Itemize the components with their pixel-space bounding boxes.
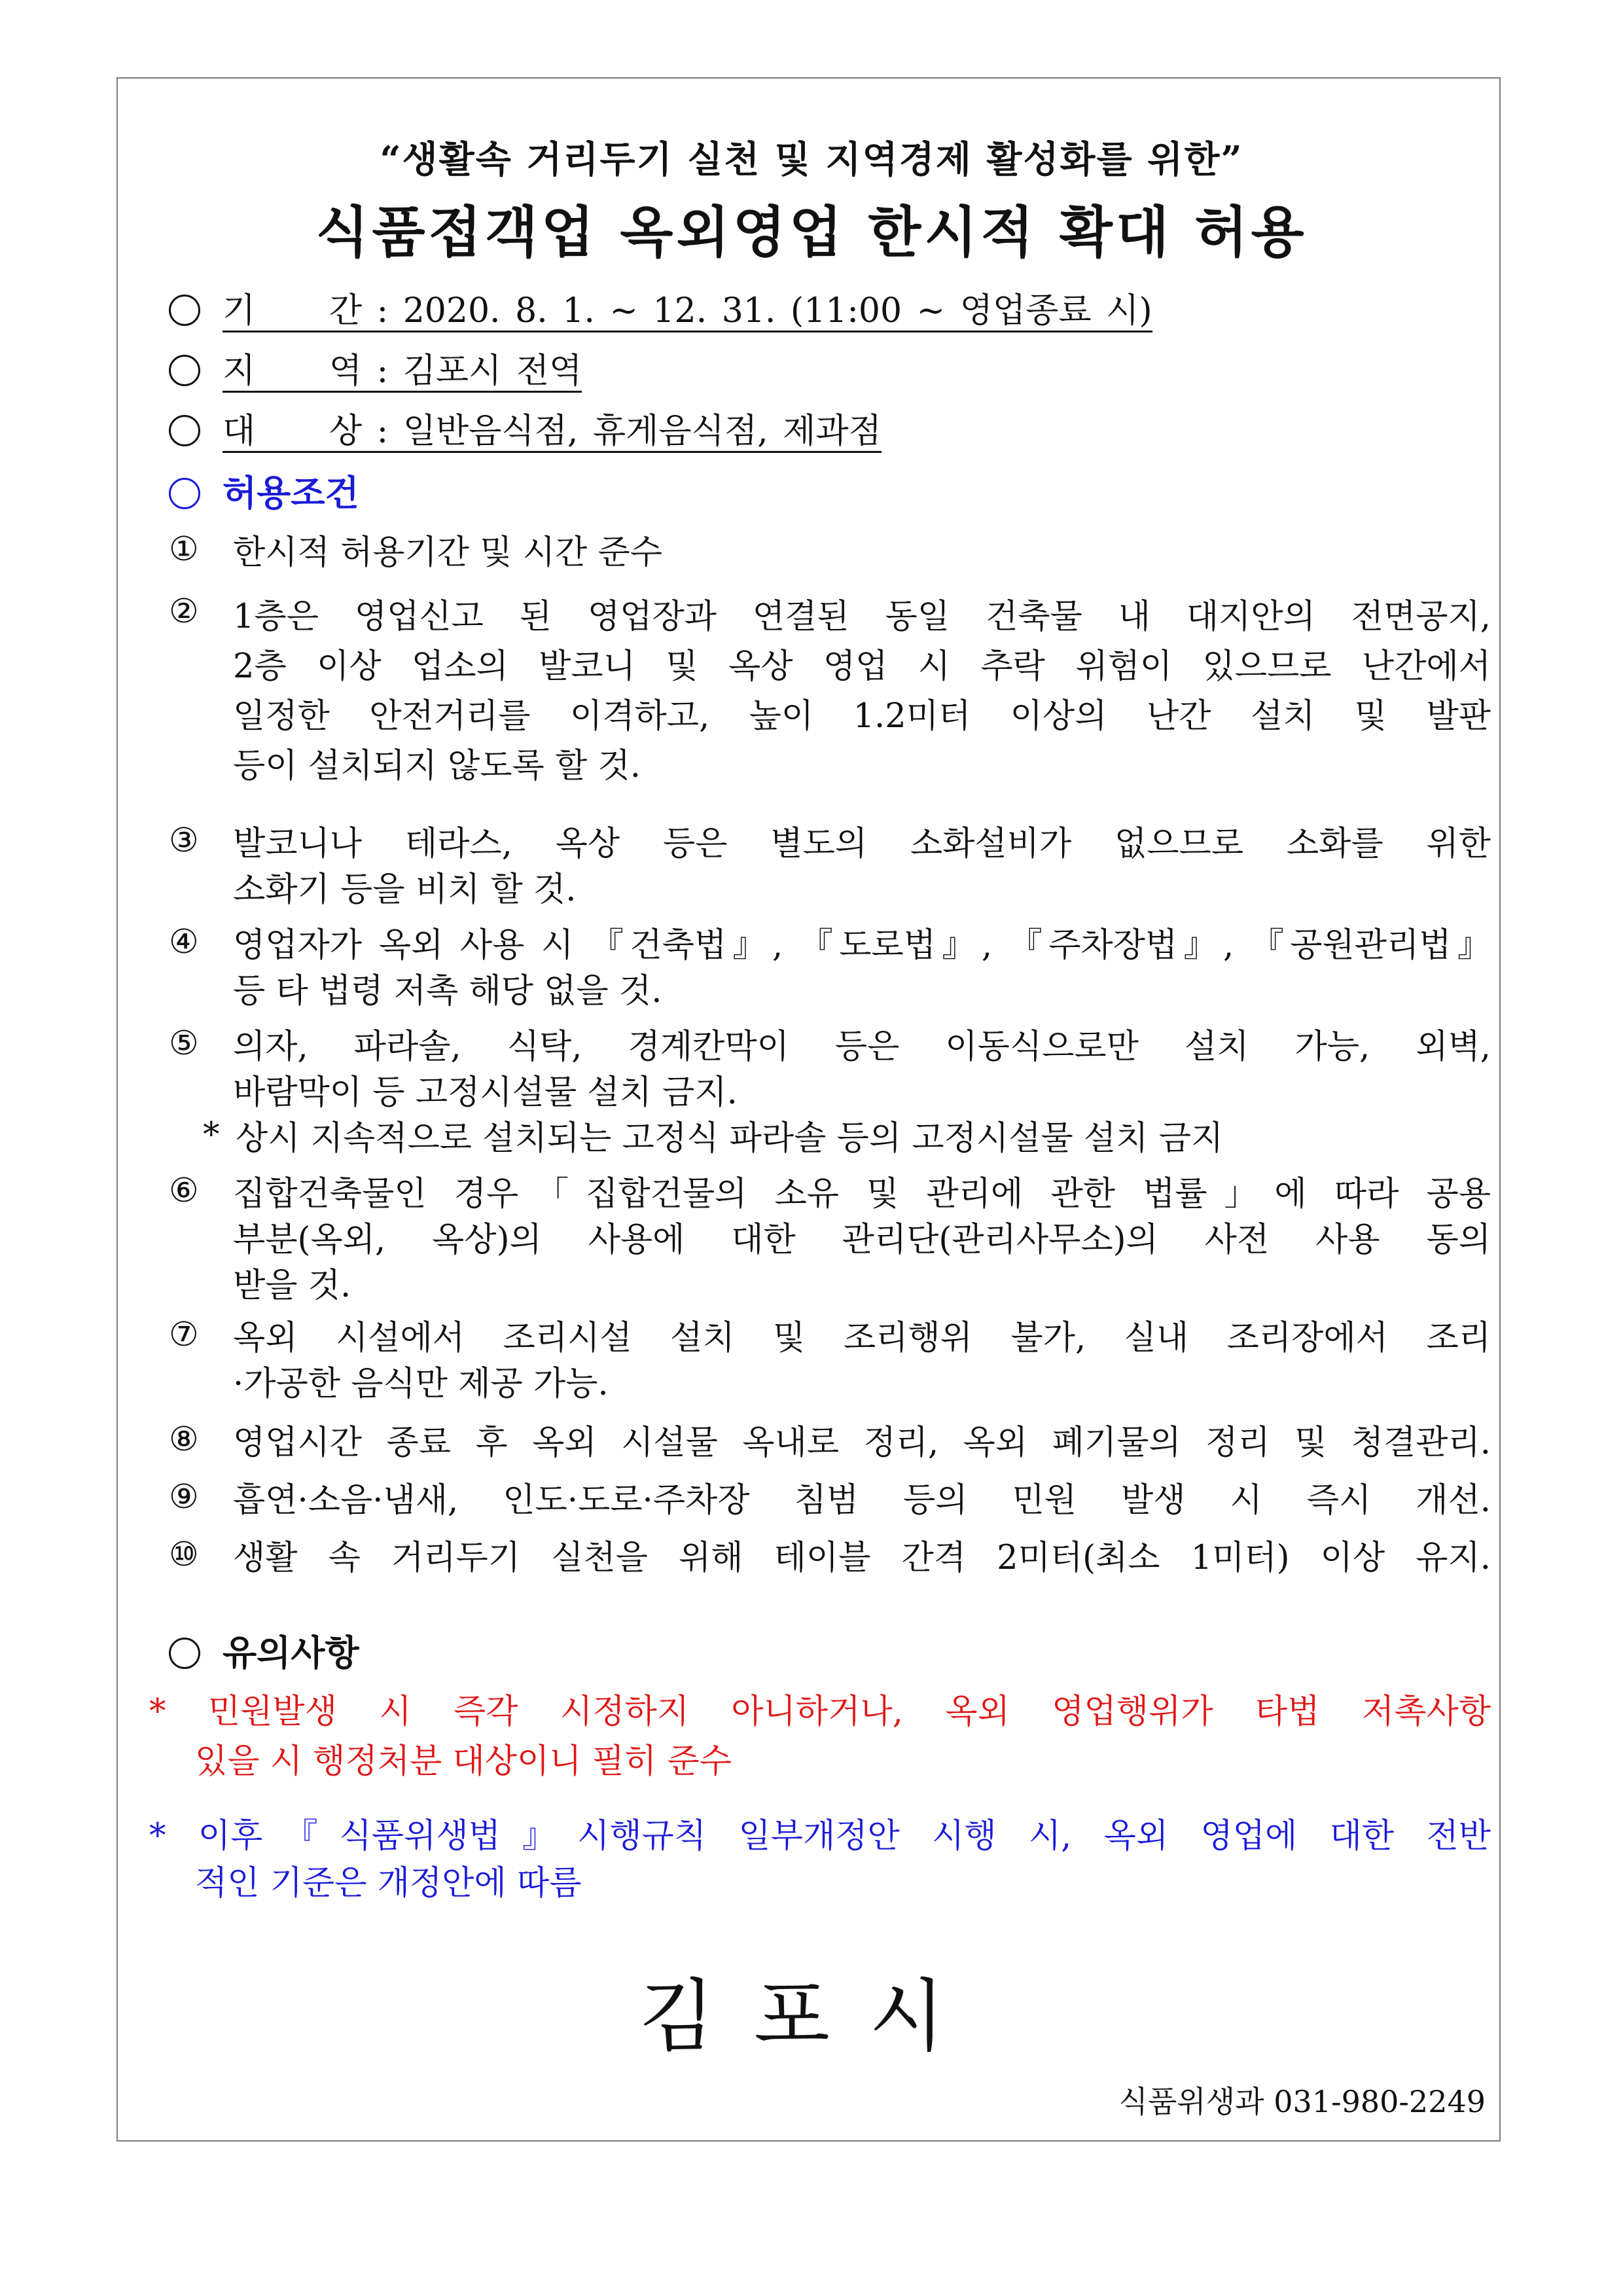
issuer-name: 김포시 (639, 1971, 984, 2062)
condition-subnote (203, 1116, 1446, 1162)
condition-item (169, 1024, 1491, 1116)
contact-info: 식품위생과 031-980-2249 (1118, 2084, 1486, 2119)
item-line: 영업자가 옥외 사용 시 『건축법』, 『도로법』, 『주차장법』, 『공원관리법』 (233, 926, 1491, 965)
item-line: 2층 이상 업소의 발코니 및 옥상 영업 시 추락 위험이 있으므로 난간에서 (233, 647, 1491, 686)
condition-item (169, 530, 1491, 576)
item-number: ⑤ (169, 1024, 199, 1063)
item-line: 바람막이 등 고정시설물 설치 금지. (233, 1073, 738, 1112)
item-number: ③ (169, 821, 199, 860)
item-number: ② (169, 592, 199, 631)
asterisk-mark: * (203, 1116, 220, 1155)
item-line: 일정한 안전거리를 이격하고, 높이 1.2미터 이상의 난간 설치 및 발판 (233, 697, 1491, 736)
notes-heading: 유의사항 (169, 1630, 359, 1676)
info-label: 기 간 (223, 291, 363, 331)
conditions-heading: 허용조건 (169, 470, 359, 516)
item-number: ⑧ (169, 1420, 199, 1459)
note-line: 적인 기준은 개정안에 따름 (195, 1864, 582, 1903)
item-line: 1층은 영업신고 된 영업장과 연결된 동일 건축물 내 대지안의 전면공지, (233, 598, 1491, 636)
condition-item (169, 821, 1491, 913)
item-number: ⑦ (169, 1316, 199, 1354)
amendment-note (149, 1813, 1491, 1907)
item-number: ⑥ (169, 1172, 199, 1210)
item-line: 옥외 시설에서 조리시설 설치 및 조리행위 불가, 실내 조리장에서 조리 (233, 1319, 1491, 1357)
info-region (169, 348, 582, 394)
item-number: ⑨ (169, 1478, 199, 1516)
page-title: 식품접객업 옥외영업 한시적 확대 허용 (315, 200, 1308, 264)
circle-bullet-icon (169, 415, 200, 446)
condition-item (169, 1316, 1491, 1407)
condition-item (169, 1535, 1491, 1581)
info-value: : 2020. 8. 1. ~ 12. 31. (11:00 ~ 영업종료 시) (362, 291, 1152, 331)
item-number: ④ (169, 923, 199, 961)
item-line: 등이 설치되지 않도록 할 것. (233, 747, 641, 785)
item-line: 발코니나 테라스, 옥상 등은 별도의 소화설비가 없으므로 소화를 위한 (233, 825, 1491, 863)
note-line: * 이후『식품위생법』시행규칙 일부개정안 시행 시, 옥외 영업에 대한 전반 (149, 1817, 1491, 1856)
item-line: 등 타 법령 저촉 해당 없을 것. (233, 972, 662, 1011)
item-line: 집합건축물인 경우「집합건물의 소유 및 관리에 관한 법률」에 따라 공용 (233, 1175, 1491, 1213)
condition-item (169, 1420, 1491, 1466)
condition-item (169, 592, 1491, 791)
condition-item (169, 1172, 1491, 1309)
condition-item (169, 1478, 1491, 1524)
info-value: : 일반음식점, 휴게음식점, 제과점 (362, 412, 882, 451)
circle-bullet-icon (169, 355, 200, 386)
info-label: 지 역 (223, 351, 363, 391)
info-period (169, 288, 1152, 334)
item-line: 부분(옥외, 옥상)의 사용에 대한 관리단(관리사무소)의 사전 사용 동의 (233, 1221, 1491, 1259)
warning-note (149, 1687, 1491, 1787)
item-line: 흡연·소음·냄새, 인도·도로·주차장 침범 등의 민원 발생 시 즉시 개선. (233, 1481, 1491, 1520)
item-line: 상시 지속적으로 설치되는 고정식 파라솔 등의 고정시설물 설치 금지 (236, 1119, 1224, 1158)
circle-bullet-icon (169, 478, 200, 509)
condition-item (169, 923, 1491, 1014)
circle-bullet-icon (169, 1638, 200, 1669)
info-value: : 김포시 전역 (362, 351, 582, 391)
subtitle: “생활속 거리두기 실천 및 지역경제 활성화를 위한” (380, 138, 1243, 181)
item-line: 생활 속 거리두기 실천을 위해 테이블 간격 2미터(최소 1미터) 이상 유지. (233, 1539, 1491, 1577)
item-line: 의자, 파라솔, 식탁, 경계칸막이 등은 이동식으로만 설치 가능, 외벽, (233, 1028, 1491, 1066)
item-number: ⑩ (169, 1535, 199, 1574)
item-line: 한시적 허용기간 및 시간 준수 (233, 533, 663, 572)
info-target (169, 408, 882, 454)
item-line: 영업시간 종료 후 옥외 시설물 옥내로 정리, 옥외 폐기물의 정리 및 청결관리. (233, 1424, 1491, 1462)
item-line: ·가공한 음식만 제공 가능. (233, 1365, 609, 1403)
item-line: 받을 것. (233, 1266, 351, 1305)
item-number: ① (169, 530, 199, 569)
item-line: 소화기 등을 비치 할 것. (233, 870, 577, 909)
note-line: * 민원발생 시 즉각 시정하지 아니하거나, 옥외 영업행위가 타법 저촉사항 (149, 1693, 1491, 1731)
note-line: 있을 시 행정처분 대상이니 필히 준수 (195, 1742, 732, 1781)
circle-bullet-icon (169, 295, 200, 326)
info-label: 대 상 (223, 412, 363, 451)
